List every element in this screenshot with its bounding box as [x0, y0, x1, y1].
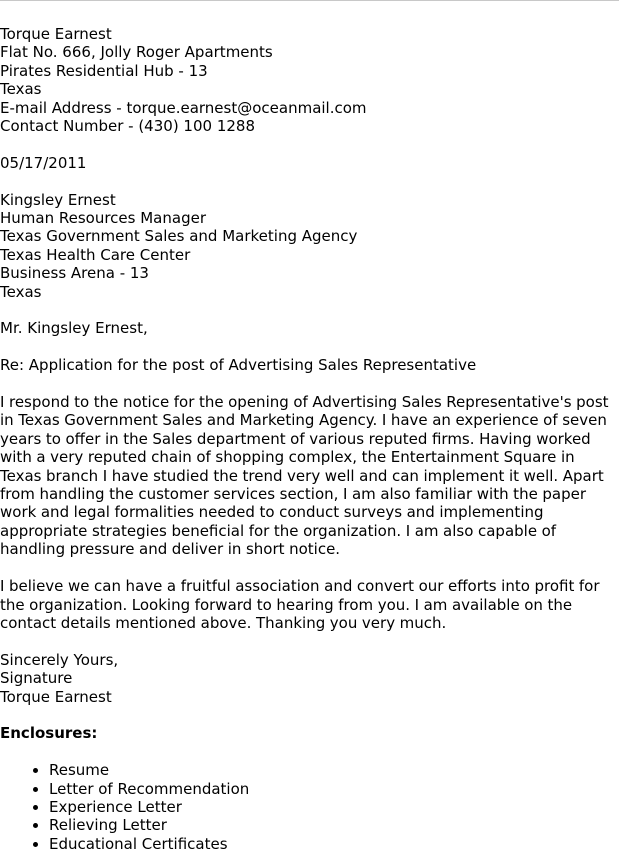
sender-state: Texas — [0, 80, 42, 99]
signature: Signature — [0, 669, 73, 688]
subject-line — [0, 356, 619, 374]
sender-address-line2: Pirates Residential Hub - 13 — [0, 61, 208, 80]
sender-email: E-mail Address - torque.earnest@oceanmail.com — [0, 98, 367, 117]
enclosure-item: • Educational Certificates — [49, 835, 619, 853]
recipient-area: Business Arena - 13 — [0, 264, 149, 283]
letter-date — [0, 154, 619, 172]
date-text: 05/17/2011 — [0, 153, 87, 172]
enclosure-item: • Resume — [49, 761, 619, 779]
closing-name: Torque Earnest — [0, 687, 112, 706]
recipient-building: Texas Health Care Center — [0, 245, 191, 264]
recipient-state: Texas — [0, 282, 42, 301]
enclosure-item: • Relieving Letter — [49, 816, 619, 834]
cover-letter — [0, 25, 619, 853]
enclosures-heading: Enclosures: — [0, 724, 98, 743]
valediction: Sincerely Yours, — [0, 650, 119, 669]
sender-phone: Contact Number - (430) 100 1288 — [0, 117, 256, 136]
sender-address-line1: Flat No. 666, Jolly Roger Apartments — [0, 43, 273, 62]
recipient-title: Human Resources Manager — [0, 209, 206, 228]
recipient-address — [0, 191, 619, 301]
top-divider — [0, 0, 619, 1]
subject-text: Re: Application for the post of Advertising Sales Representative — [0, 356, 477, 375]
recipient-name: Kingsley Ernest — [0, 190, 116, 209]
body-paragraph-1: I respond to the notice for the opening of Advertising Sales Representative's post in Texas Government Sales and Marketing Agency. I have an experience of seven years to offer in the Sales department of various reputed firms. Having worked with a very reputed chain of shopping complex, the Entertainment Square in Texas branch I have studied the trend very well and can implement it well. Apart from handling the customer services section, I am also familiar with the paper work and legal formalities needed to conduct surveys and implementing appropriate strategies beneficial for the organization. I am also capable of handling pressure and deliver in short notice. — [0, 393, 609, 559]
recipient-organization: Texas Government Sales and Marketing Agency — [0, 227, 358, 246]
sender-address — [0, 25, 619, 135]
sender-name: Torque Earnest — [0, 25, 112, 43]
enclosure-item: • Experience Letter — [49, 798, 619, 816]
enclosure-item: • Letter of Recommendation — [49, 780, 619, 798]
enclosures-list — [0, 761, 619, 853]
salutation-text: Mr. Kingsley Ernest, — [0, 319, 148, 338]
closing — [0, 651, 619, 706]
salutation — [0, 319, 619, 337]
body-paragraph-2: I believe we can have a fruitful association and convert our efforts into profit for the organization. Looking forward to hearing from you. I am available on the contact details mentioned above. Thanking you very much. — [0, 577, 600, 632]
